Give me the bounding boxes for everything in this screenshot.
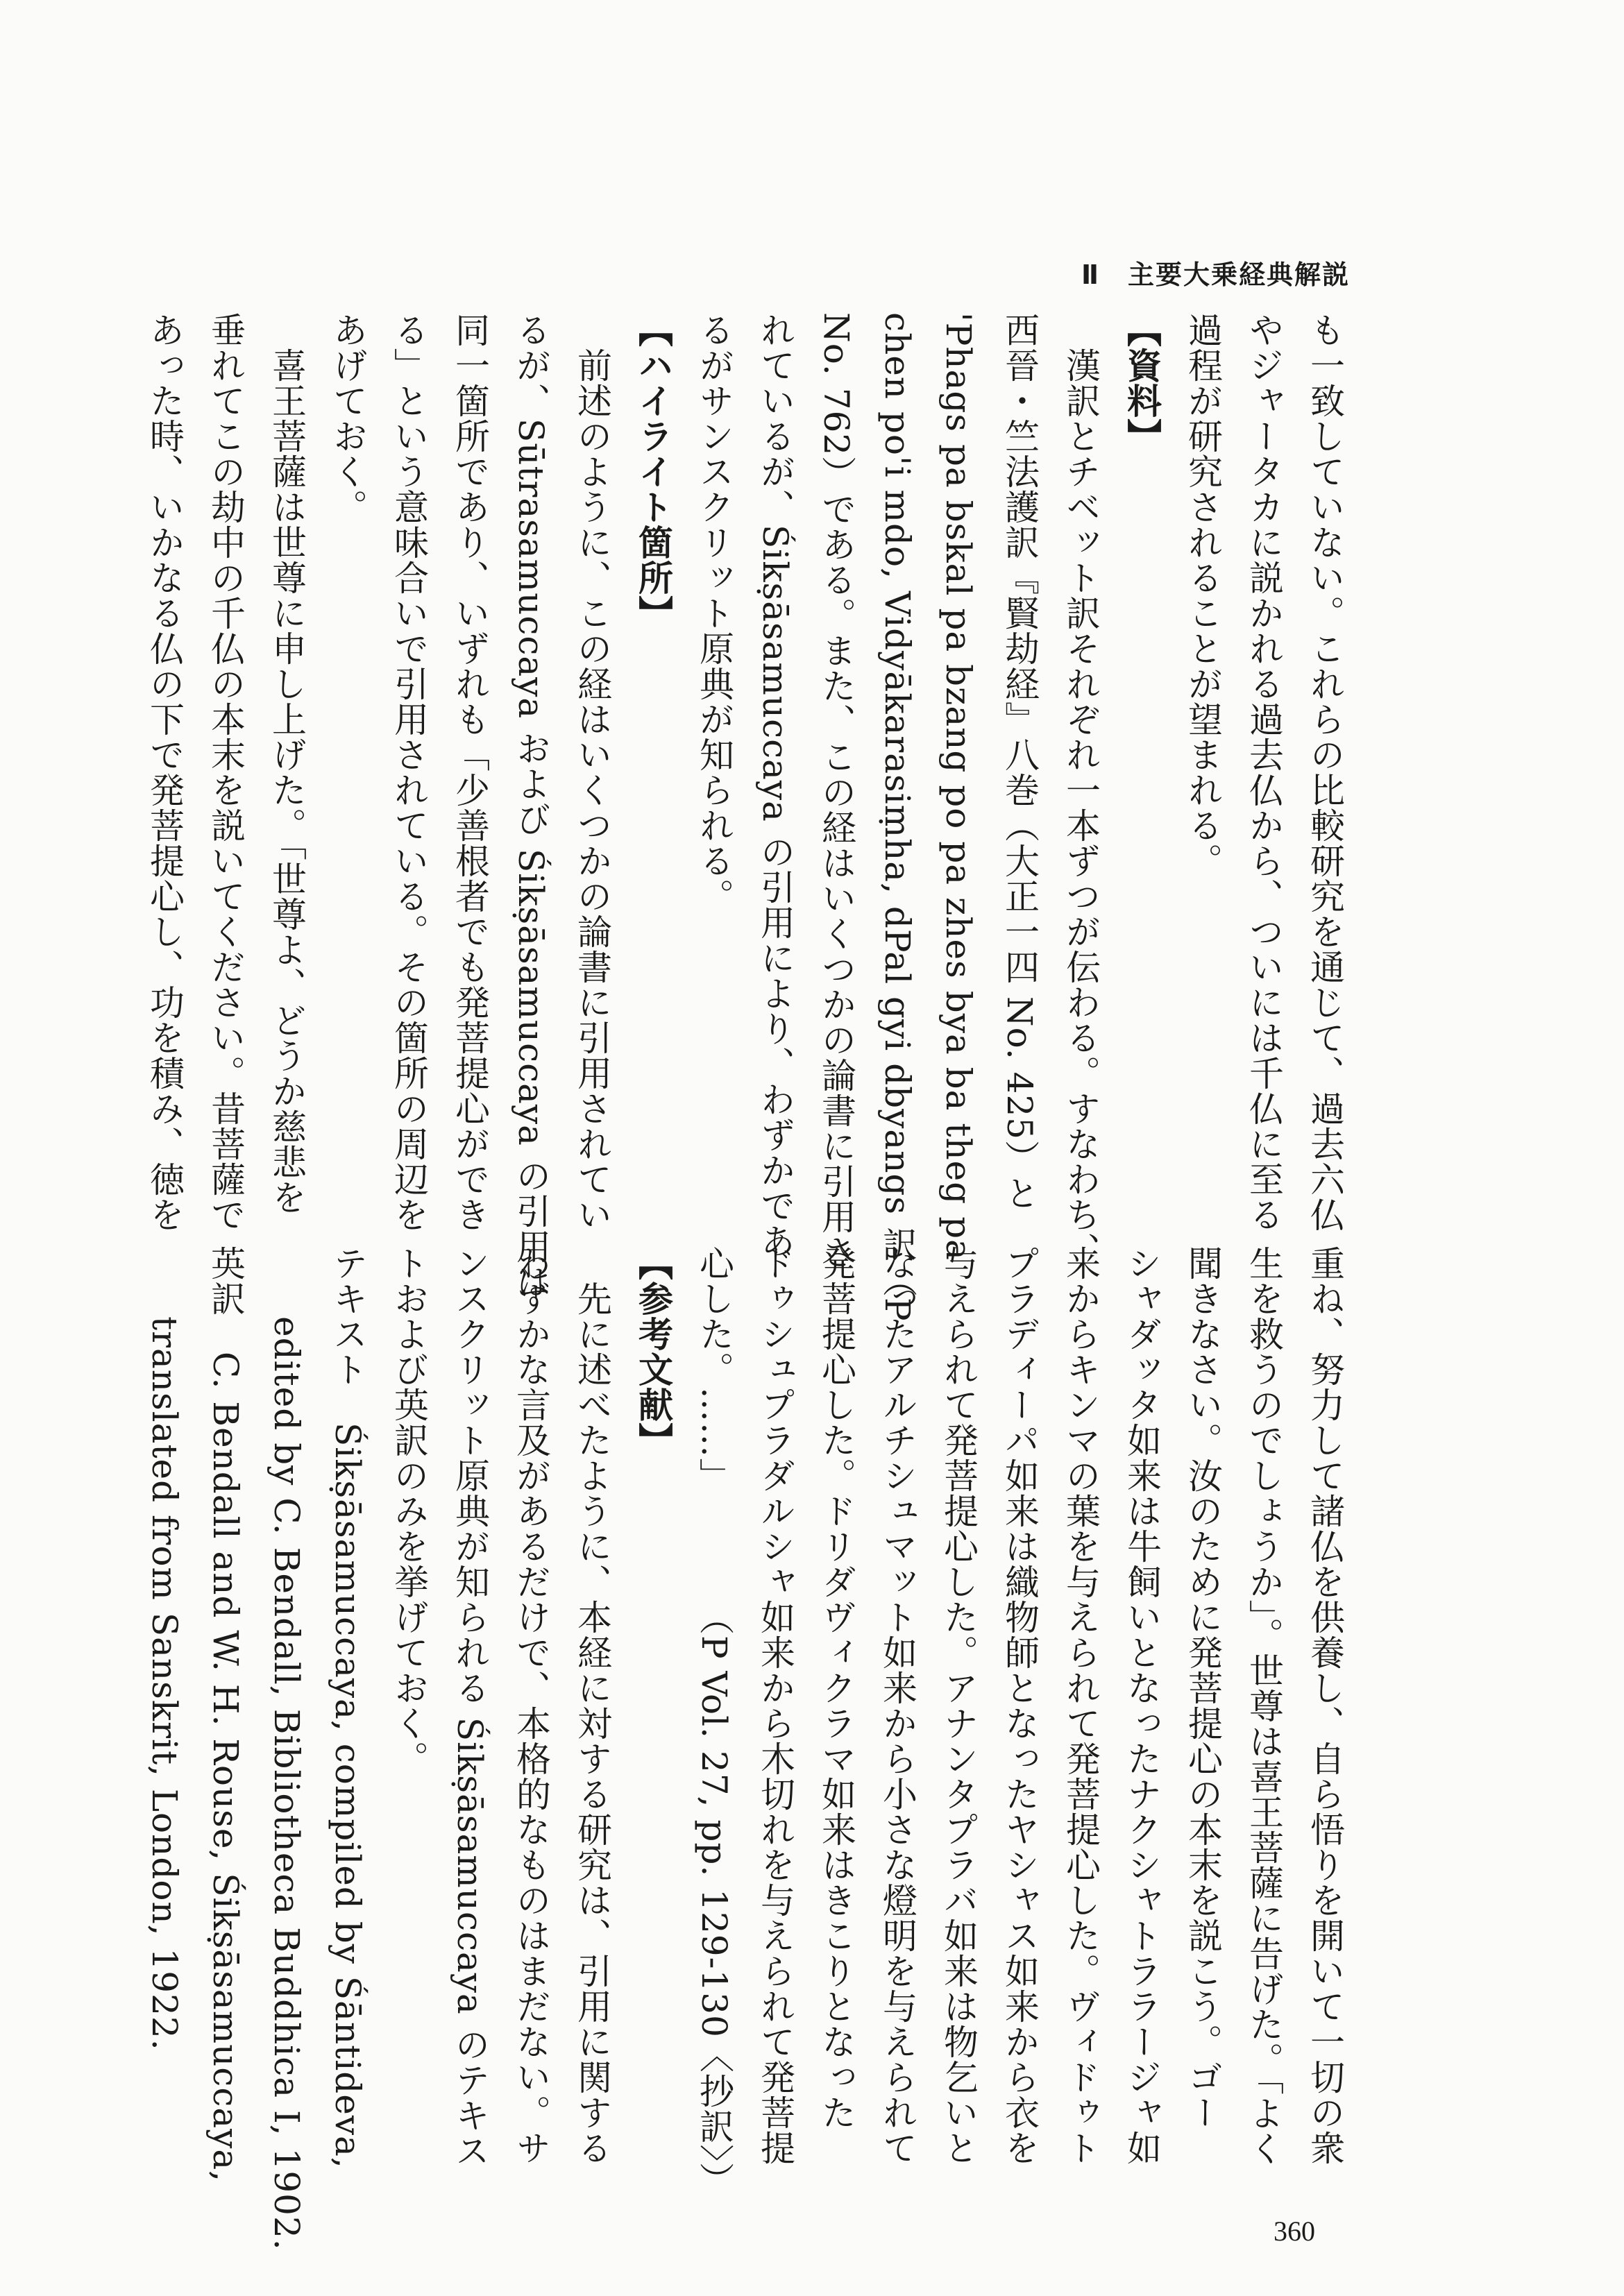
text-line-lower: シャダッタ如来は牛飼いとなったナクシャトララージャ如 bbox=[1122, 1245, 1162, 2166]
text-line-lower: ンスクリット原典が知られる Śikṣāsamuccaya のテキス bbox=[450, 1245, 490, 2168]
text-line-upper: 【資料】 bbox=[1122, 312, 1162, 454]
text-line-upper: 西晉・竺法護訳『賢劫経』八巻（大正一四 No. 425）と bbox=[999, 312, 1040, 1211]
text-line-lower: 先に述べたように、本経に対する研究は、引用に関する bbox=[572, 1245, 612, 2166]
text-line-upper: 垂れてこの劫中の千仏の本末を説いてください。昔菩薩で bbox=[205, 312, 246, 1232]
text-line-lower: 来からキンマの葉を与えられて発菩提心した。ヴィドゥト bbox=[1060, 1245, 1101, 2166]
text-line-lower: なったアルチシュマット如来から小さな燈明を与えられて bbox=[877, 1245, 917, 2166]
text-line-lower: 心した。……」 （P Vol. 27, pp. 129-130〈抄訳〉） bbox=[694, 1245, 734, 2197]
text-line-lower: トおよび英訳のみを挙げておく。 bbox=[389, 1245, 429, 1776]
text-line-lower: 与えられて発菩提心した。アナンタプラバ如来は物乞いと bbox=[938, 1245, 979, 2166]
text-line-lower: テキスト Śikṣāsamuccaya, compiled by Śāntideva, bbox=[328, 1245, 368, 2169]
text-line-upper: るが、Sūtrasamuccaya および Śikṣāsamuccaya の引用は bbox=[511, 312, 551, 1300]
running-header: Ⅱ 主要大乗経典解説 bbox=[1081, 260, 1350, 290]
text-line-lower: 英訳 C. Bendall and W. H. Rouse, Śikṣāsamuccaya, bbox=[205, 1245, 246, 2183]
text-line-upper: 喜王菩薩は世尊に申し上げた。「世尊よ、どうか慈悲を bbox=[267, 312, 307, 1215]
text-line-upper: る」という意味合いで引用されている。その箇所の周辺を bbox=[389, 312, 429, 1232]
text-line-upper: 漢訳とチベット訳それぞれ一本ずつが伝わる。すなわち、 bbox=[1060, 312, 1101, 1268]
text-line-upper: 過程が研究されることが望まれる。 bbox=[1183, 312, 1223, 878]
text-line-upper: 同一箇所であり、いずれも「少善根者でも発菩提心ができ bbox=[450, 312, 490, 1232]
upper-text-block bbox=[144, 312, 1346, 1322]
text-line-upper: あった時、いかなる仏の下で発菩提心し、功を積み、徳を bbox=[144, 312, 185, 1232]
text-line-upper: るがサンスクリット原典が知られる。 bbox=[694, 312, 734, 914]
text-line-lower: 発菩提心した。ドリダヴィクラマ如来はきこりとなった bbox=[816, 1245, 856, 2130]
text-line-lower: ドゥシュプラダルシャ如来から木切れを与えられて発菩提 bbox=[755, 1245, 795, 2166]
page-number: 360 bbox=[1274, 2216, 1315, 2247]
text-line-upper: やジャータカに説かれる過去仏から、ついには千仏に至る bbox=[1244, 312, 1284, 1232]
text-line-upper: No. 762）である。また、この経はいくつかの論書に引用さ bbox=[816, 312, 856, 1270]
text-line-upper: れているが、Śikṣāsamuccaya の引用により、わずかであ bbox=[755, 312, 795, 1259]
text-line-upper: chen po'i mdo, Vidyākarasiṃha, dPal gyi dbyangs 訳（P bbox=[877, 312, 917, 1322]
text-line-lower: 【参考文献】 bbox=[633, 1245, 673, 1458]
text-line-lower: プラディーパ如来は織物師となったヤシャス如来から衣を bbox=[999, 1245, 1040, 2166]
text-line-upper: も一致していない。これらの比較研究を通じて、過去六仏 bbox=[1305, 312, 1345, 1232]
text-line-upper: 'Phags pa bskal pa bzang po pa zhes bya ba theg pa bbox=[938, 312, 979, 1261]
text-line-lower: edited by C. Bendall, Bibliotheca Buddhica I, 1902. bbox=[267, 1245, 307, 2251]
text-line-upper: 【ハイライト箇所】 bbox=[633, 312, 673, 631]
text-line-upper: あげておく。 bbox=[328, 312, 368, 525]
text-line-lower: わずかな言及があるだけで、本格的なものはまだない。サ bbox=[511, 1245, 551, 2166]
text-line-upper: 前述のように、この経はいくつかの論書に引用されてい bbox=[572, 312, 612, 1232]
text-line-lower: 生を救うのでしょうか」。世尊は喜王菩薩に告げた。「よく bbox=[1244, 1245, 1284, 2166]
text-line-lower: translated from Sanskrit, London, 1922. bbox=[144, 1245, 185, 2051]
text-line-lower: 重ね、努力して諸仏を供養し、自ら悟りを開いて一切の衆 bbox=[1305, 1245, 1345, 2166]
text-line-lower: 聞きなさい。汝のために発菩提心の本末を説こう。ゴー bbox=[1183, 1245, 1223, 2130]
